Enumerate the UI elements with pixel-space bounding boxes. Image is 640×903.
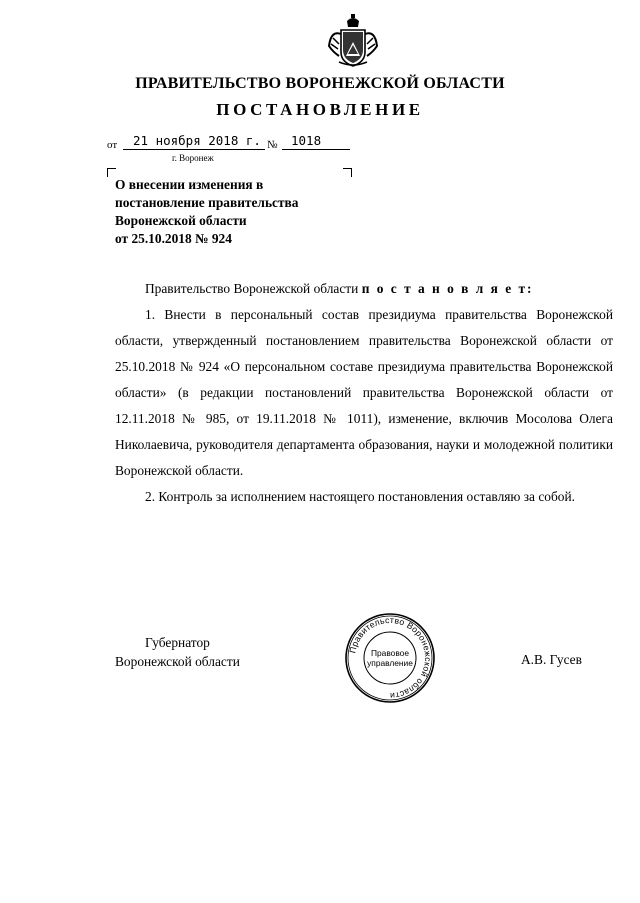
signatory-position: Губернатор xyxy=(145,635,210,650)
resolves-word: п о с т а н о в л я е т: xyxy=(361,281,534,296)
signatory-region: Воронежской области xyxy=(115,654,240,669)
resolution-item-2: 2. Контроль за исполнением настоящего постановления оставляю за собой. xyxy=(145,489,576,504)
city: г. Воронеж xyxy=(172,153,214,163)
subject-line: Воронежской области xyxy=(115,213,247,228)
intro-text: Правительство Воронежской области xyxy=(145,281,362,296)
official-stamp xyxy=(344,612,436,704)
document-number: 1018 xyxy=(291,133,322,148)
signatory-name: А.В. Гусев xyxy=(521,652,582,667)
signatory-title xyxy=(115,633,240,671)
stamp-center-line-2: управление xyxy=(367,658,413,668)
document-date: 21 ноября 2018 г. xyxy=(133,133,261,148)
document-type: ПОСТАНОВЛЕНИЕ xyxy=(216,100,424,119)
document-body xyxy=(115,276,613,510)
subject-line: от 25.10.2018 № 924 xyxy=(115,231,232,246)
subject-line: О внесении изменения в xyxy=(115,177,264,192)
document-subject xyxy=(115,176,345,248)
government-name: ПРАВИТЕЛЬСТВО ВОРОНЕЖСКОЙ ОБЛАСТИ xyxy=(135,75,505,92)
date-underline xyxy=(123,149,265,150)
subject-line: постановление правительства xyxy=(115,195,299,210)
stamp-ring-text: Правительство Воронежской области xyxy=(347,614,434,702)
date-label: от xyxy=(107,139,118,151)
resolution-item-1: 1. Внести в персональный состав президиума правительства Воронежской области, утвержденный постановлением правительства Воронежской области от 25.10.2018 № 924 «О персональном составе президиума правительства Воронежской области» (в редакции постановлений правительства Воронежской области от 12.11.2018 № 985, от 19.11.2018 № 1011), изменение, включив Мосолова Олега Николаевича, руководителя департамента образования, науки и молодежной политики Воронежской области. xyxy=(115,307,613,478)
resolution-intro xyxy=(115,276,613,302)
number-underline xyxy=(282,149,350,150)
number-label: № xyxy=(267,139,278,151)
coat-of-arms-icon xyxy=(327,12,379,68)
stamp-center-line-1: Правовое xyxy=(370,648,410,658)
